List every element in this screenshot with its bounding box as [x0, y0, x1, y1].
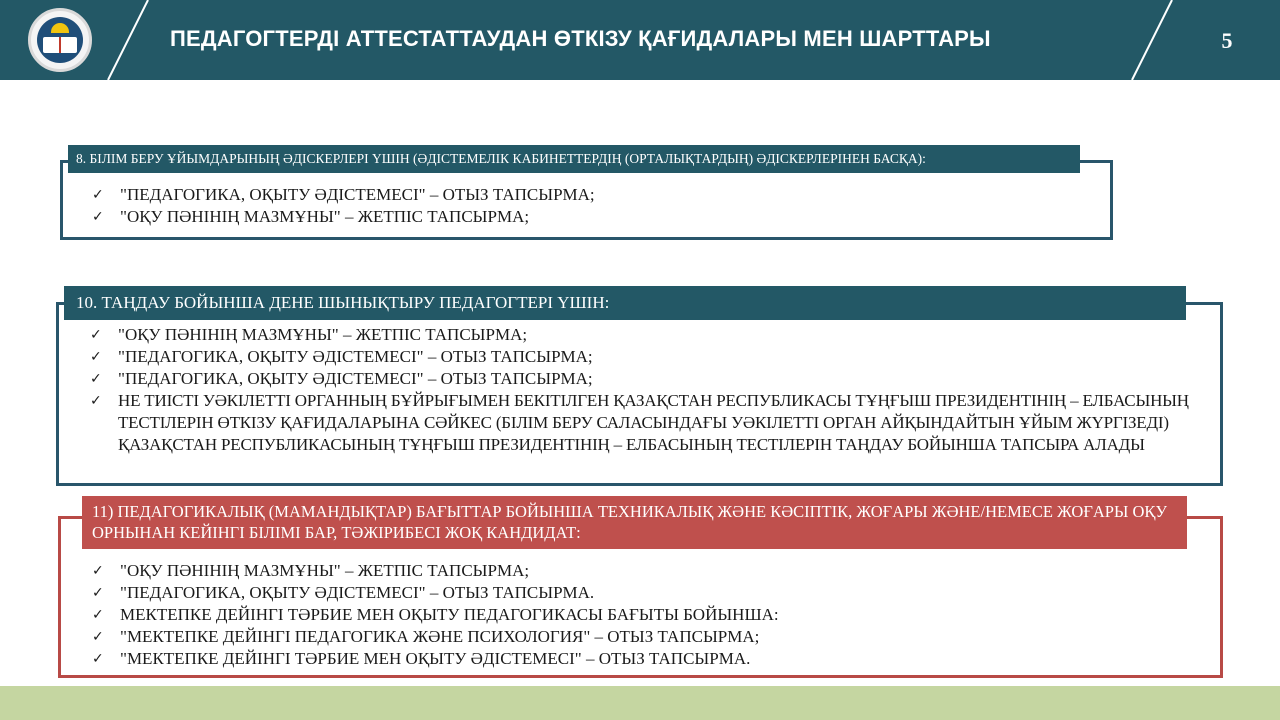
section-10-heading-text: 10. ТАҢДАУ БОЙЫНША ДЕНЕ ШЫНЫҚТЫРУ ПЕДАГОГТЕРІ ҮШІН:: [76, 293, 610, 312]
list-item: [92, 582, 1192, 604]
list-item: [92, 604, 1192, 626]
list-item-text: "ПЕДАГОГИКА, ОҚЫТУ ӘДІСТЕМЕСІ" – ОТЫЗ ТАПСЫРМА.: [120, 583, 595, 602]
list-item-text: "ОҚУ ПӘНІНІҢ МАЗМҰНЫ" – ЖЕТПІС ТАПСЫРМА;: [118, 325, 528, 344]
list-item: [92, 560, 1192, 582]
slide-header: [0, 0, 1280, 80]
list-item: [92, 648, 1192, 670]
education-emblem-icon: [28, 8, 92, 72]
list-item: [92, 206, 1092, 228]
list-item: [92, 184, 1092, 206]
checkmark-icon: ✓: [90, 327, 102, 343]
checkmark-icon: ✓: [90, 371, 102, 387]
checkmark-icon: ✓: [90, 349, 102, 365]
slide-title: ПЕДАГОГТЕРДІ АТТЕСТАТТАУДАН ӨТКІЗУ ҚАҒИДАЛАРЫ МЕН ШАРТТАРЫ: [170, 26, 991, 51]
checkmark-icon: ✓: [92, 651, 104, 667]
list-item-text: "МЕКТЕПКЕ ДЕЙІНГІ ПЕДАГОГИКА ЖӘНЕ ПСИХОЛОГИЯ" – ОТЫЗ ТАПСЫРМА;: [120, 627, 760, 646]
footer-band: [0, 686, 1280, 720]
checkmark-icon: ✓: [92, 629, 104, 645]
section-8-list: [92, 184, 1092, 228]
checkmark-icon: ✓: [92, 563, 104, 579]
section-11-heading-text: 11) ПЕДАГОГИКАЛЫҚ (МАМАНДЫҚТАР) БАҒЫТТАР БОЙЫНША ТЕХНИКАЛЫҚ ЖӘНЕ КӘСІПТІК, ЖОҒАРЫ ЖӘНЕ/НЕМЕСЕ ЖОҒАРЫ ОҚУ ОРНЫНАН КЕЙІНГІ БІЛІМІ БАР, ТӘЖІРИБЕСІ ЖОҚ КАНДИДАТ:: [92, 502, 1168, 542]
page-number: 5: [1221, 28, 1233, 53]
list-item-text: "ОҚУ ПӘНІНІҢ МАЗМҰНЫ" – ЖЕТПІС ТАПСЫРМА;: [120, 561, 530, 580]
list-item-text: "ПЕДАГОГИКА, ОҚЫТУ ӘДІСТЕМЕСІ" – ОТЫЗ ТАПСЫРМА;: [120, 185, 595, 204]
section-11-list: [92, 560, 1192, 670]
list-item-text: "ПЕДАГОГИКА, ОҚЫТУ ӘДІСТЕМЕСІ" – ОТЫЗ ТАПСЫРМА;: [118, 347, 593, 366]
checkmark-icon: ✓: [90, 393, 102, 409]
list-item: [90, 368, 1198, 390]
section-8-heading-text: 8. БІЛІМ БЕРУ ҰЙЫМДАРЫНЫҢ ӘДІСКЕРЛЕРІ ҮШІН (ӘДІСТЕМЕЛІК КАБИНЕТТЕРДІҢ (ОРТАЛЫҚТАРДЫҢ) ӘДІСКЕРЛЕРІНЕН БАСҚА):: [76, 151, 926, 166]
checkmark-icon: ✓: [92, 585, 104, 601]
checkmark-icon: ✓: [92, 209, 104, 225]
list-item: [90, 346, 1198, 368]
checkmark-icon: ✓: [92, 607, 104, 623]
list-item: [92, 626, 1192, 648]
section-8-heading: [68, 145, 1080, 173]
list-item-text: "ПЕДАГОГИКА, ОҚЫТУ ӘДІСТЕМЕСІ" – ОТЫЗ ТАПСЫРМА;: [118, 369, 593, 388]
list-item-text: "МЕКТЕПКЕ ДЕЙІНГІ ТӘРБИЕ МЕН ОҚЫТУ ӘДІСТЕМЕСІ" – ОТЫЗ ТАПСЫРМА.: [120, 649, 751, 668]
list-item: [90, 390, 1198, 456]
section-10-heading: [64, 286, 1186, 320]
list-item-text: МЕКТЕПКЕ ДЕЙІНГІ ТӘРБИЕ МЕН ОҚЫТУ ПЕДАГОГИКАСЫ БАҒЫТЫ БОЙЫНША:: [120, 605, 779, 624]
list-item: [90, 324, 1198, 346]
checkmark-icon: ✓: [92, 187, 104, 203]
section-11-heading: [82, 496, 1187, 549]
list-item-text: НЕ ТИІСТІ УӘКІЛЕТТІ ОРГАННЫҢ БҰЙРЫҒЫМЕН БЕКІТІЛГЕН ҚАЗАҚСТАН РЕСПУБЛИКАСЫ ТҰҢҒЫШ ПРЕЗИДЕНТІНІҢ – ЕЛБАСЫНЫҢ ТЕСТІЛЕРІН ӨТКІЗУ ҚАҒИДАЛАРЫНА СӘЙКЕС (БІЛІМ БЕРУ САЛАСЫНДАҒЫ УӘКІЛЕТТІ ОРГАН АЙҚЫНДАЙТЫН ҰЙЫМ ЖҮРГІЗЕДІ) ҚАЗАҚСТАН РЕСПУБЛИКАСЫНЫҢ ТҰҢҒЫШ ПРЕЗИДЕНТІНІҢ – ЕЛБАСЫНЫҢ ТЕСТІЛЕРІН ТАҢДАУ БОЙЫНША ТАПСЫРА АЛАДЫ: [118, 391, 1189, 454]
section-10-list: [90, 324, 1198, 456]
list-item-text: "ОҚУ ПӘНІНІҢ МАЗМҰНЫ" – ЖЕТПІС ТАПСЫРМА;: [120, 207, 530, 226]
